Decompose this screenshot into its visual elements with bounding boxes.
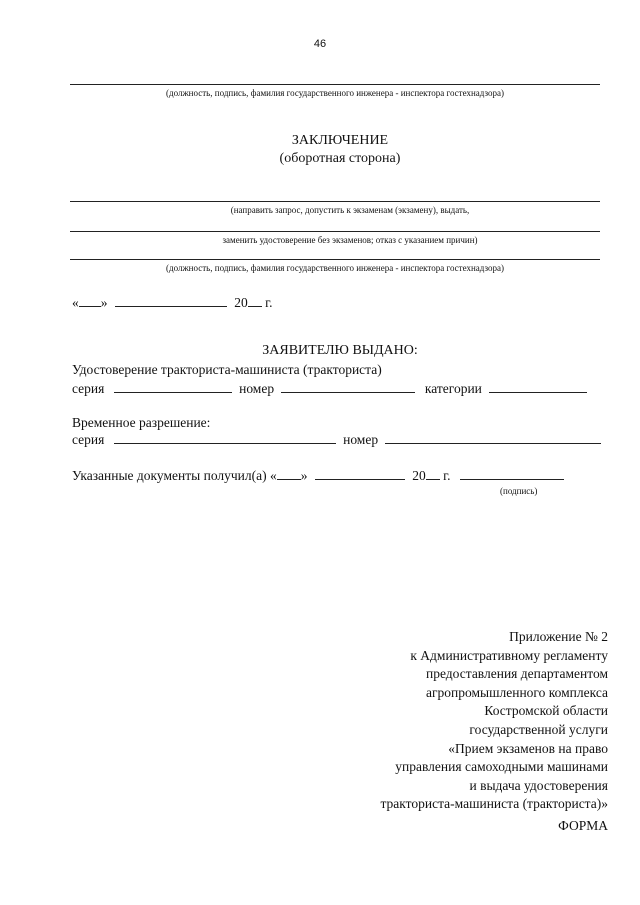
categories-label: категории bbox=[424, 381, 482, 396]
conclusion-line-3 bbox=[70, 259, 600, 260]
conclusion-subtitle: (оборотная сторона) bbox=[279, 151, 401, 166]
received-signature-blank bbox=[460, 467, 564, 480]
certificate-label: Удостоверение тракториста-машиниста (тракториста) bbox=[72, 362, 382, 377]
conclusion-line-2 bbox=[70, 231, 600, 232]
appendix-line: к Административному регламенту bbox=[410, 647, 608, 663]
appendix-line: агропромышленного комплекса bbox=[426, 684, 608, 700]
number-blank bbox=[281, 380, 415, 393]
appendix-line: государственной услуги bbox=[469, 721, 608, 737]
conclusion-caption-2: заменить удостоверение без экзаменов; отказ с указанием причин) bbox=[222, 235, 478, 245]
conclusion-caption-1: (направить запрос, допустить к экзаменам (экзамену), выдать, bbox=[230, 205, 470, 215]
received-open-quote: « bbox=[270, 468, 277, 483]
categories-blank bbox=[489, 380, 587, 393]
date-close-quote: » bbox=[100, 295, 108, 310]
temp-series-blank bbox=[114, 431, 336, 444]
appendix-line: предоставления департаментом bbox=[426, 666, 608, 682]
signature-caption: (подпись) bbox=[500, 486, 538, 496]
appendix-line: «Прием экзаменов на право bbox=[448, 740, 608, 756]
number-label: номер bbox=[239, 381, 275, 396]
received-close-quote: » bbox=[300, 468, 308, 483]
received-year-blank bbox=[426, 467, 440, 480]
conclusion-line-1 bbox=[70, 201, 600, 202]
form-label: ФОРМА bbox=[558, 818, 608, 833]
appendix-line: тракториста-машиниста (тракториста)» bbox=[380, 796, 608, 812]
conclusion-title: ЗАКЛЮЧЕНИЕ bbox=[291, 133, 389, 148]
temp-permit-row bbox=[72, 431, 601, 448]
received-row bbox=[72, 467, 564, 484]
temp-series-label: серия bbox=[72, 432, 105, 447]
date-year-blank bbox=[248, 294, 262, 307]
appendix-line: управления самоходными машинами bbox=[395, 759, 608, 775]
conclusion-date bbox=[72, 294, 273, 311]
date-year-suffix: г. bbox=[265, 295, 273, 310]
page-number: 46 bbox=[313, 38, 327, 50]
appendix-line: Приложение № 2 bbox=[509, 629, 608, 644]
date-open-quote: « bbox=[72, 295, 79, 310]
received-day-blank bbox=[277, 467, 301, 480]
appendix-line: и выдача удостоверения bbox=[469, 777, 608, 793]
received-year: 20 bbox=[412, 468, 426, 483]
series-label: серия bbox=[72, 381, 105, 396]
series-blank bbox=[114, 380, 232, 393]
date-day-blank bbox=[79, 294, 101, 307]
received-month-blank bbox=[315, 467, 405, 480]
temp-permit-label: Временное разрешение: bbox=[72, 415, 211, 430]
temp-number-label: номер bbox=[343, 432, 379, 447]
certificate-row bbox=[72, 380, 587, 397]
conclusion-caption-3: (должность, подпись, фамилия государственного инженера - инспектора гостехнадзора) bbox=[166, 263, 504, 273]
signature-line-top bbox=[70, 84, 600, 85]
header-caption: (должность, подпись, фамилия государственного инженера - инспектора гостехнадзора) bbox=[166, 88, 504, 98]
received-label: Указанные документы получил(а) bbox=[72, 468, 267, 483]
issued-title: ЗАЯВИТЕЛЮ ВЫДАНО: bbox=[262, 343, 418, 358]
appendix-block bbox=[380, 628, 608, 814]
appendix-line: Костромской области bbox=[484, 703, 608, 719]
date-month-blank bbox=[115, 294, 227, 307]
received-year-suffix: г. bbox=[443, 468, 451, 483]
date-year: 20 bbox=[234, 295, 248, 310]
temp-number-blank bbox=[385, 431, 601, 444]
